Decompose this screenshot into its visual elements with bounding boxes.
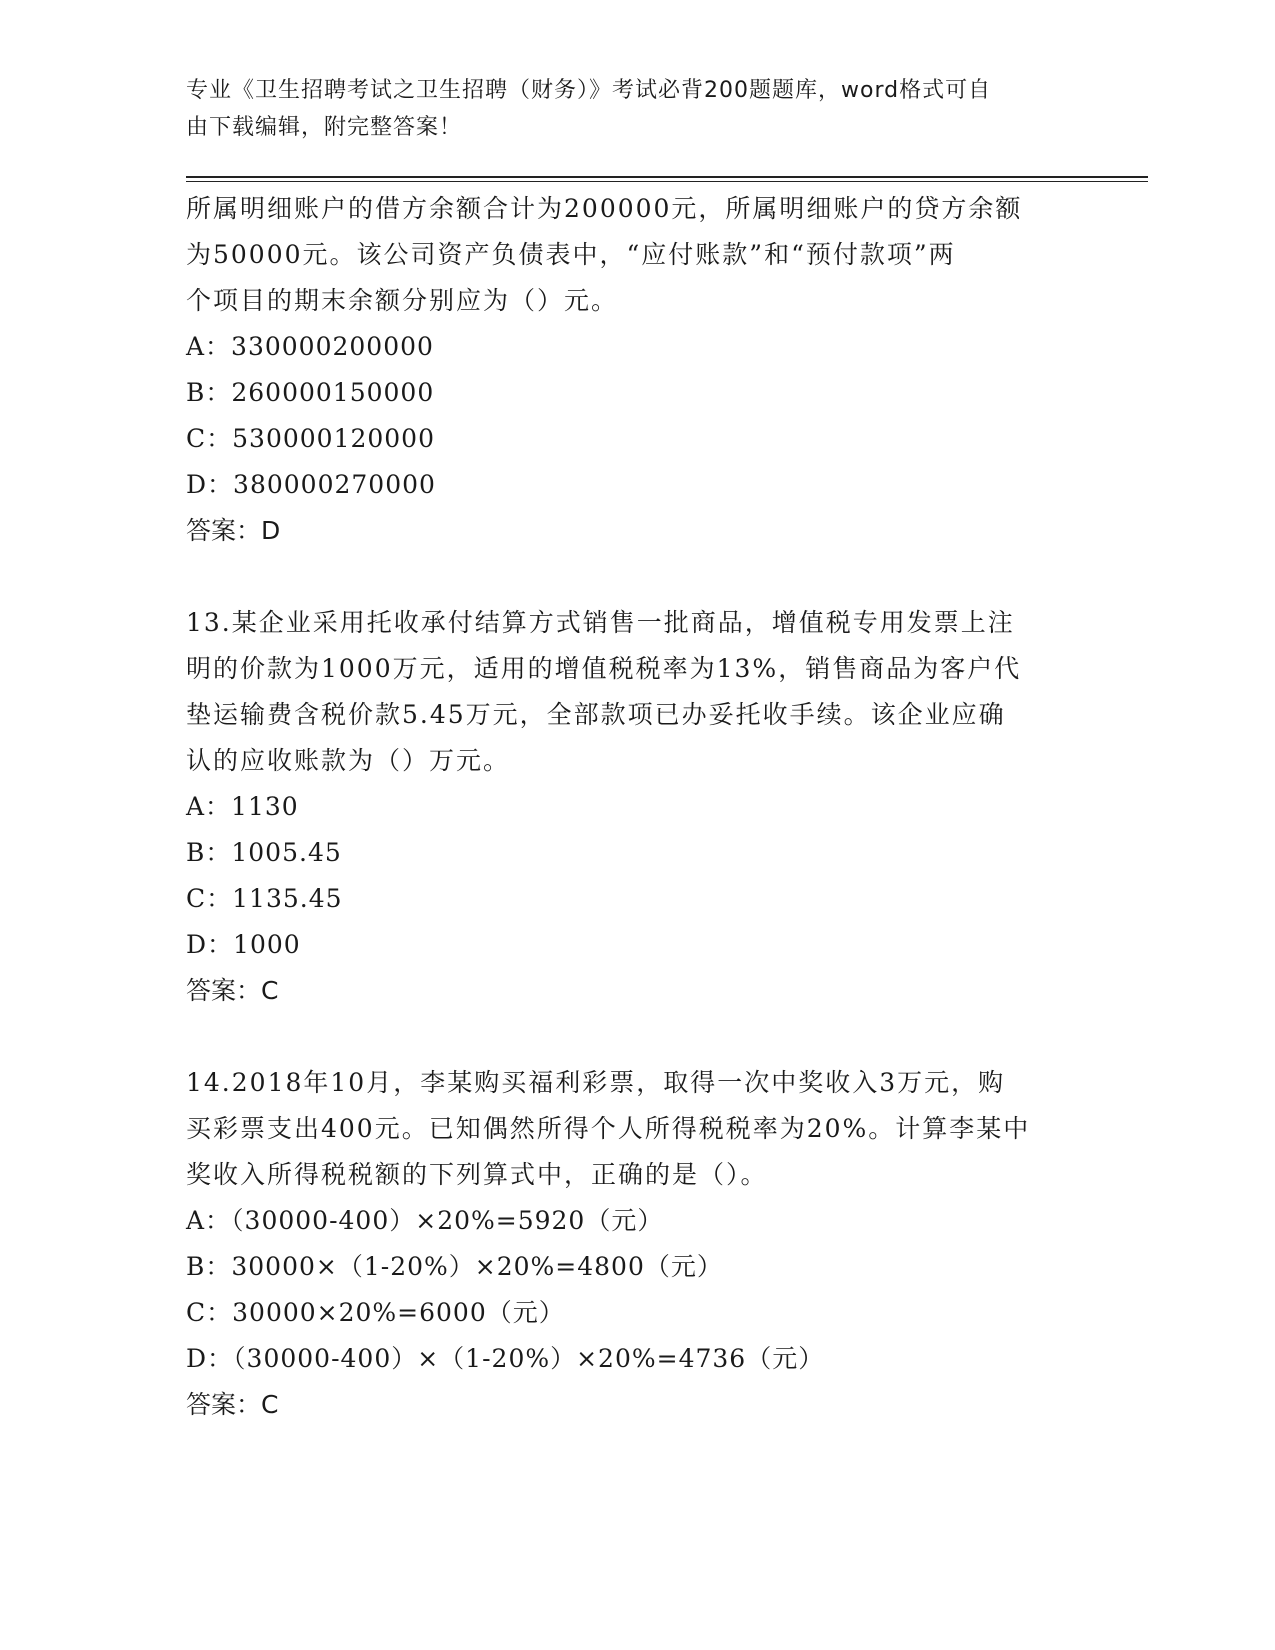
option-d: D：380000270000 xyxy=(186,470,436,499)
option-c: C：530000120000 xyxy=(186,424,435,453)
spacer xyxy=(186,1014,1086,1060)
question-stem-line: 明的价款为1000万元，适用的增值税税率为13%，销售商品为客户代 xyxy=(186,654,1022,683)
spacer xyxy=(186,554,1086,600)
question-stem-line: 奖收入所得税税额的下列算式中，正确的是（）。 xyxy=(186,1160,768,1189)
question-block-13 xyxy=(186,600,1086,1014)
header-rule-thick xyxy=(186,176,1148,178)
option-b: B：260000150000 xyxy=(186,378,435,407)
question-stem-line: 14.2018年10月，李某购买福利彩票，取得一次中奖收入3万元，购 xyxy=(186,1068,1006,1097)
question-block-14 xyxy=(186,1060,1086,1428)
question-stem-line: 个项目的期末余额分别应为（）元。 xyxy=(186,286,619,315)
header-rule-thin xyxy=(186,181,1148,182)
question-block-12 xyxy=(186,186,1086,554)
option-c: C：30000×20%=6000（元） xyxy=(186,1298,565,1327)
option-c: C：1135.45 xyxy=(186,884,343,913)
option-a: A：1130 xyxy=(186,792,299,821)
answer-line: 答案：D xyxy=(186,516,281,545)
header-line-1: 专业《卫生招聘考试之卫生招聘（财务）》考试必背200题题库，word格式可自 xyxy=(186,78,992,103)
option-a: A：（30000-400）×20%=5920（元） xyxy=(186,1206,664,1235)
document-header xyxy=(186,72,1066,146)
answer-line: 答案：C xyxy=(186,1390,279,1419)
question-stem-line: 为50000元。该公司资产负债表中，“应付账款”和“预付款项”两 xyxy=(186,240,956,269)
option-a: A：330000200000 xyxy=(186,332,434,361)
document-body xyxy=(186,186,1086,1428)
option-d: D：（30000-400）×（1-20%）×20%=4736（元） xyxy=(186,1344,825,1373)
option-b: B：30000×（1-20%）×20%=4800（元） xyxy=(186,1252,723,1281)
question-stem-line: 所属明细账户的借方余额合计为200000元，所属明细账户的贷方余额 xyxy=(186,194,1023,223)
option-d: D：1000 xyxy=(186,930,301,959)
question-stem-line: 认的应收账款为（）万元。 xyxy=(186,746,511,775)
option-b: B：1005.45 xyxy=(186,838,342,867)
header-line-2: 由下载编辑，附完整答案！ xyxy=(186,115,463,140)
question-stem-line: 买彩票支出400元。已知偶然所得个人所得税税率为20%。计算李某中 xyxy=(186,1114,1031,1143)
question-stem-line: 13.某企业采用托收承付结算方式销售一批商品，增值税专用发票上注 xyxy=(186,608,1015,637)
question-stem-line: 垫运输费含税价款5.45万元，全部款项已办妥托收手续。该企业应确 xyxy=(186,700,1006,729)
answer-line: 答案：C xyxy=(186,976,279,1005)
